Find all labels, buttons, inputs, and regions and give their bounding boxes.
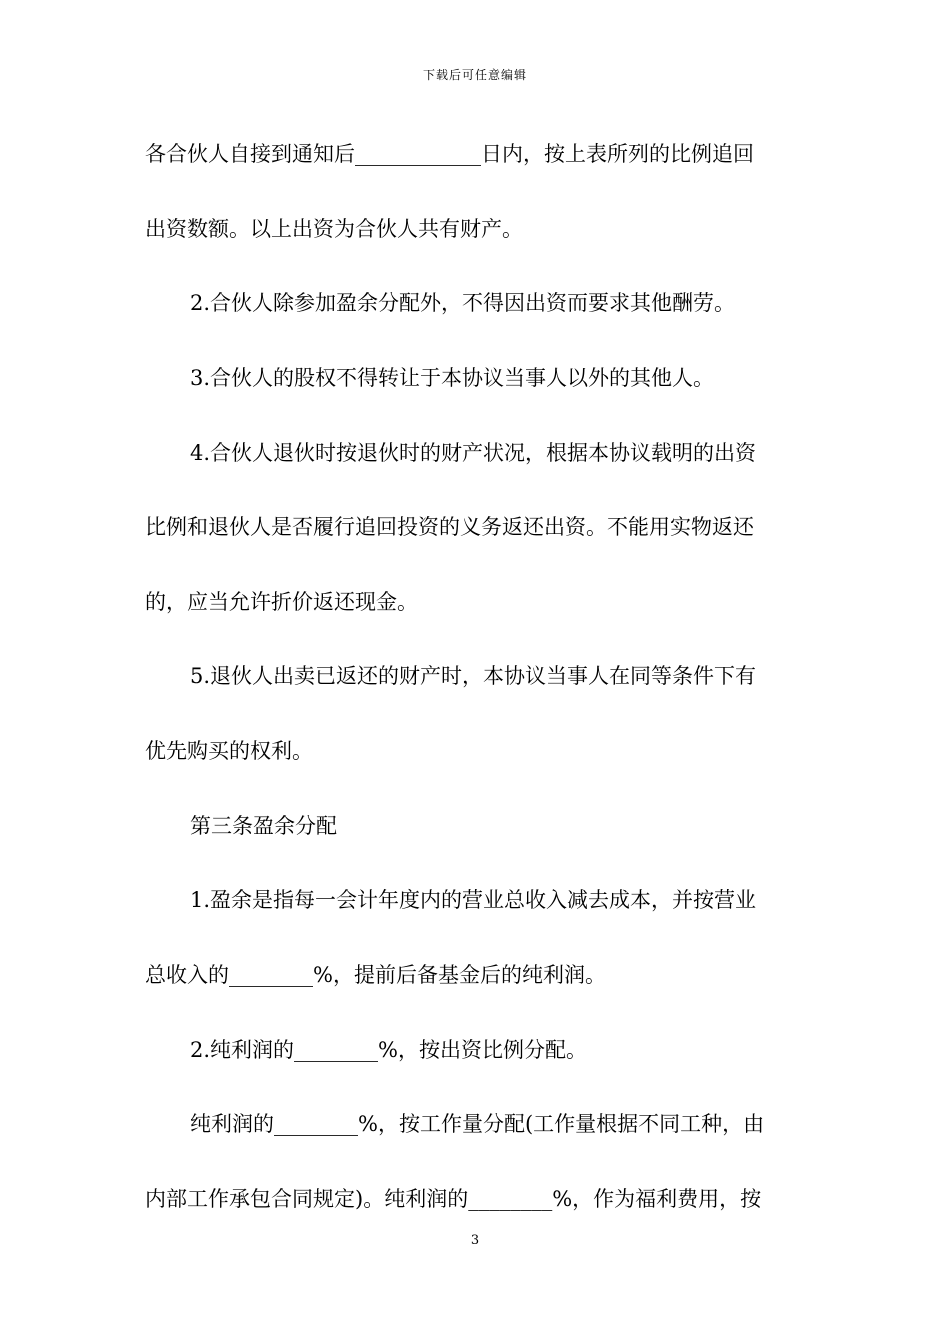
body-line: 总收入的________%，提前后备基金后的纯利润。 xyxy=(145,963,606,987)
body-line: 出资数额。以上出资为合伙人共有财产。 xyxy=(145,217,523,241)
body-line: 比例和退伙人是否履行追回投资的义务返还出资。不能用实物返还 xyxy=(145,515,754,539)
page-header-note: 下载后可任意编辑 xyxy=(422,68,527,82)
body-line: 4.合伙人退伙时按退伙时的财产状况，根据本协议载明的出资 xyxy=(190,441,757,465)
section-heading: 第三条盈余分配 xyxy=(190,814,337,838)
body-line: 3.合伙人的股权不得转让于本协议当事人以外的其他人。 xyxy=(190,366,715,390)
body-line: 2.合伙人除参加盈余分配外，不得因出资而要求其他酬劳。 xyxy=(190,291,736,315)
body-line: 1.盈余是指每一会计年度内的营业总收入减去成本，并按营业 xyxy=(190,888,757,912)
body-line: 的，应当允许折价返还现金。 xyxy=(145,590,418,614)
body-line: 各合伙人自接到通知后____________日内，按上表所列的比例追回 xyxy=(145,142,754,166)
body-line: 优先购买的权利。 xyxy=(145,739,313,763)
body-line: 5.退伙人出卖已返还的财产时，本协议当事人在同等条件下有 xyxy=(190,664,757,688)
body-line: 内部工作承包合同规定)。纯利润的________%，作为福利费用，按 xyxy=(145,1187,762,1211)
body-line: 纯利润的________%，按工作量分配(工作量根据不同工种，由 xyxy=(190,1112,765,1136)
page-number: 3 xyxy=(470,1233,480,1248)
body-line: 2.纯利润的________%，按出资比例分配。 xyxy=(190,1038,587,1062)
